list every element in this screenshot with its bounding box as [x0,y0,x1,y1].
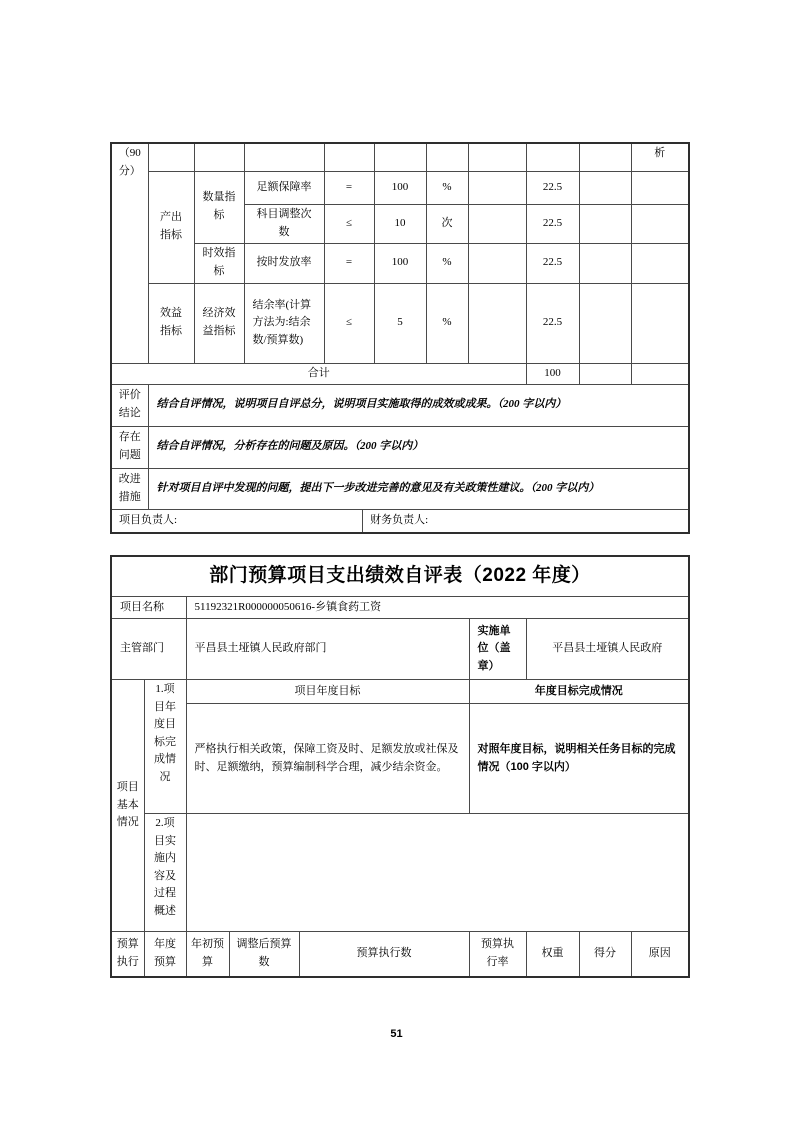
empty-cell [631,204,689,243]
indicator-op-cell: ≤ [324,283,374,363]
score-weight-cell: （90分） [111,143,148,363]
empty-cell [579,143,631,171]
finance-leader-cell: 财务负责人: [370,513,429,526]
goal-completion-text: 对照年度目标，说明相关任务目标的完成情况（100 字以内） [469,704,689,814]
table-title: 部门预算项目支出绩效自评表（2022 年度） [111,556,689,596]
indicator-weight-cell: 22.5 [526,171,579,204]
self-evaluation-table [110,555,690,978]
empty-cell [426,143,468,171]
empty-cell [631,171,689,204]
time-indicator-group: 时效指标 [194,243,244,283]
empty-cell [186,814,689,932]
empty-cell [526,143,579,171]
dept-value: 平昌县土垭镇人民政府部门 [186,619,469,680]
indicator-value-cell: 10 [374,204,426,243]
indicator-op-cell: = [324,171,374,204]
annual-goal-header: 项目年度目标 [186,680,469,704]
quantity-indicator-group: 数量指标 [194,171,244,243]
empty-cell [244,143,324,171]
empty-cell [374,143,426,171]
budget-header-cell: 原因 [631,932,689,977]
budget-exec-label: 预算执行 [111,932,144,977]
analysis-header-cell: 析 [631,143,689,171]
indicator-name-cell: 按时发放率 [244,243,324,283]
project-leader-cell: 项目负责人: [112,510,363,532]
signature-row [111,509,689,533]
empty-cell [579,204,631,243]
budget-header-cell: 权重 [526,932,579,977]
project-name-label: 项目名称 [111,596,186,619]
impl-unit-value: 平昌县土垭镇人民政府 [526,619,689,680]
improvement-text-cell: 针对项目自评中发现的问题，提出下一步改进完善的意见及有关政策性建议。（200 字以内） [148,468,689,509]
economic-benefit-group: 经济效益指标 [194,283,244,363]
indicator-weight-cell: 22.5 [526,243,579,283]
indicator-unit-cell: % [426,243,468,283]
output-indicator-group: 产出指标 [148,171,194,283]
empty-cell [579,283,631,363]
indicator-weight-cell: 22.5 [526,283,579,363]
empty-cell [468,243,526,283]
problems-label-cell: 存在问题 [111,426,148,468]
empty-cell [579,243,631,283]
budget-header-cell: 预算执行率 [469,932,526,977]
indicator-unit-cell: % [426,171,468,204]
indicator-name-cell: 科目调整次数 [244,204,324,243]
empty-cell [194,143,244,171]
total-label-cell: 合计 [111,363,526,384]
budget-header-cell: 调整后预算数 [229,932,299,977]
improvement-label-cell: 改进措施 [111,468,148,509]
budget-header-cell: 年初预算 [186,932,229,977]
page-number: 51 [390,1028,403,1040]
empty-cell [324,143,374,171]
section1-label: 1.项目年度目标完成情况 [144,680,186,814]
impl-unit-label: 实施单位（盖章） [469,619,526,680]
basic-info-label: 项目基本情况 [111,680,144,932]
indicator-weight-cell: 22.5 [526,204,579,243]
annual-goal-text: 严格执行相关政策，保障工资及时、足额发放或社保及时、足额缴纳，预算编制科学合理，减少结余资金。 [186,704,469,814]
empty-cell [468,204,526,243]
indicator-name-cell: 结余率(计算方法为:结余数/预算数) [244,283,324,363]
empty-cell [579,171,631,204]
indicator-table-continuation [110,142,690,534]
project-name-value: 51192321R000000050616-乡镇食药工资 [186,596,689,619]
indicator-value-cell: 100 [374,171,426,204]
conclusion-text-cell: 结合自评情况，说明项目自评总分，说明项目实施取得的成效或成果。（200 字以内） [148,384,689,426]
indicator-name-cell: 足额保障率 [244,171,324,204]
indicator-unit-cell: % [426,283,468,363]
indicator-op-cell: = [324,243,374,283]
empty-cell [468,283,526,363]
empty-cell [631,283,689,363]
empty-cell [631,363,689,384]
empty-cell [468,171,526,204]
indicator-value-cell: 5 [374,283,426,363]
budget-header-cell: 得分 [579,932,631,977]
indicator-value-cell: 100 [374,243,426,283]
section2-label: 2.项目实施内容及过程概述 [144,814,186,932]
empty-cell [148,143,194,171]
empty-cell [631,243,689,283]
problems-text-cell: 结合自评情况，分析存在的问题及原因。（200 字以内） [148,426,689,468]
goal-completion-header: 年度目标完成情况 [469,680,689,704]
indicator-op-cell: ≤ [324,204,374,243]
dept-label: 主管部门 [111,619,186,680]
indicator-unit-cell: 次 [426,204,468,243]
total-value-cell: 100 [526,363,579,384]
conclusion-label-cell: 评价结论 [111,384,148,426]
budget-header-cell: 年度预算 [144,932,186,977]
budget-header-cell: 预算执行数 [299,932,469,977]
benefit-indicator-group: 效益指标 [148,283,194,363]
empty-cell [468,143,526,171]
empty-cell [579,363,631,384]
